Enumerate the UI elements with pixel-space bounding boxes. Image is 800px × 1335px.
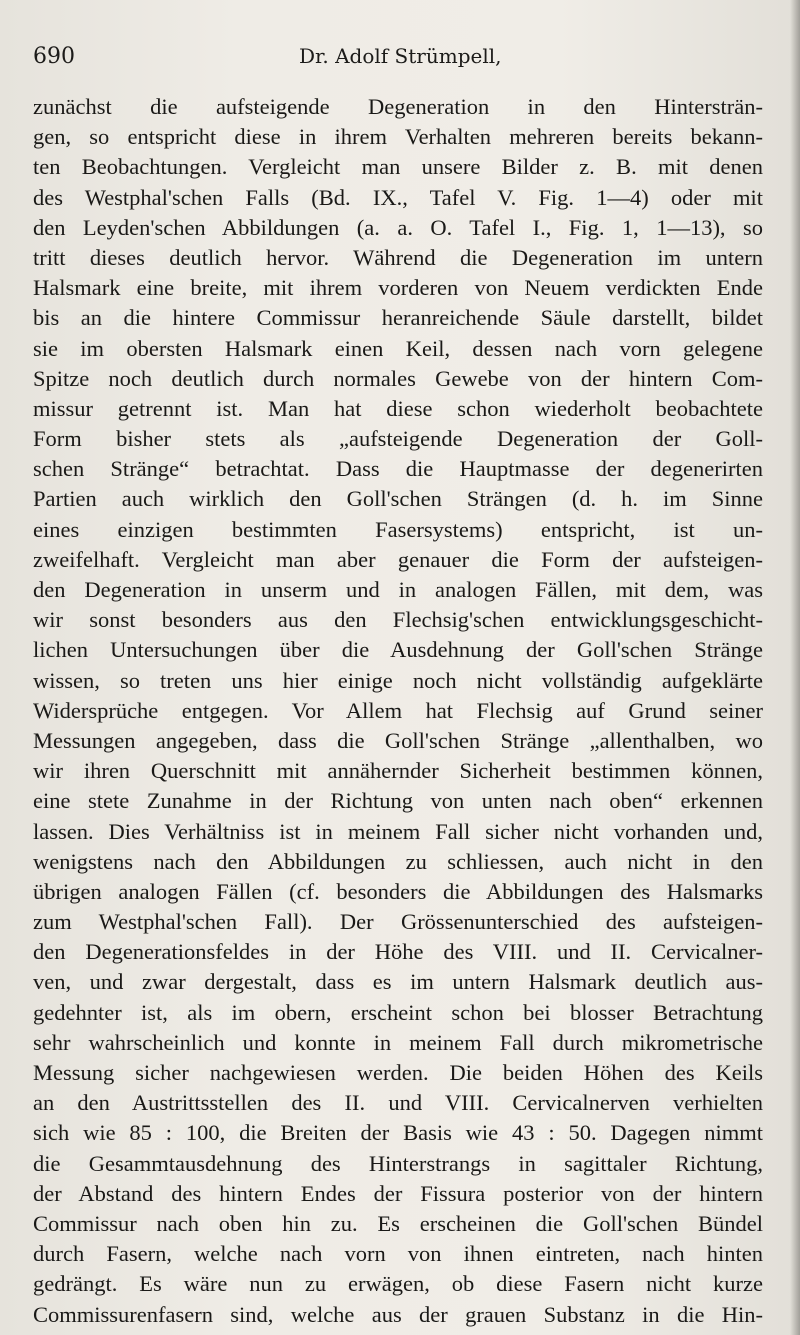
page-number: 690 [33,44,75,69]
text-line: schen Stränge“ betrachtat. Dass die Hauptmasse der degenerirten [33,456,763,482]
text-line: tritt dieses deutlich hervor. Während die Degeneration im untern [33,244,763,270]
text-line: Form bisher stets als „aufsteigende Degeneration der Goll- [33,426,763,452]
text-line: wissen, so treten uns hier einige noch nicht vollständig aufgeklärte [33,667,763,693]
text-line: gen, so entspricht diese in ihrem Verhalten mehreren bereits bekann- [33,124,763,150]
text-line: der Abstand des hintern Endes der Fissura posterior von der hintern [33,1180,763,1206]
text-line: zunächst die aufsteigende Degeneration in den Hintersträn- [33,94,763,119]
text-line: Commissur nach oben hin zu. Es erscheinen die Goll'schen Bündel [33,1210,763,1236]
text-line: die Gesammtausdehnung des Hinterstrangs in sagittaler Richtung, [33,1150,763,1176]
text-line: Messungen angegeben, dass die Goll'schen Stränge „allenthalben, wo [33,727,763,753]
text-line: wir sonst besonders aus den Flechsig'schen entwicklungsgeschicht- [33,607,763,633]
body-text [33,92,763,1330]
text-line: missur getrennt ist. Man hat diese schon wiederholt beobachtete [33,395,763,421]
text-line: ten Beobachtungen. Vergleicht man unsere Bilder z. B. mit denen [33,154,763,180]
text-line: den Degeneration in unserm und in analogen Fällen, mit dem, was [33,577,763,602]
text-line: ven, und zwar dergestalt, dass es im untern Halsmark deutlich aus- [33,969,763,995]
text-line: durch Fasern, welche nach vorn von ihnen eintreten, nach hinten [33,1241,763,1267]
text-line: lassen. Dies Verhältniss ist in meinem Fall sicher nicht vorhanden und, [33,818,763,844]
text-line: wenigstens nach den Abbildungen zu schliessen, auch nicht in den [33,848,763,874]
text-line: den Degenerationsfeldes in der Höhe des VIII. und II. Cervicalner- [33,939,763,965]
text-line: zum Westphal'schen Fall). Der Grössenunterschied des aufsteigen- [33,909,763,935]
text-line: an den Austrittsstellen des II. und VIII. Cervicalnerven verhielten [33,1090,763,1116]
text-line: Partien auch wirklich den Goll'schen Strängen (d. h. im Sinne [33,486,763,512]
text-line: sie im obersten Halsmark einen Keil, dessen nach vorn gelegene [33,335,763,361]
text-line: sehr wahrscheinlich und konnte in meinem Fall durch mikrometrische [33,1029,763,1055]
text-line: bis an die hintere Commissur heranreichende Säule darstellt, bildet [33,305,763,331]
text-line: Halsmark eine breite, mit ihrem vorderen von Neuem verdickten Ende [33,275,763,301]
text-line: des Westphal'schen Falls (Bd. IX., Tafel V. Fig. 1—4) oder mit [33,184,763,210]
text-line: eines einzigen bestimmten Fasersystems) entspricht, ist un- [33,516,763,542]
page-header [33,44,763,78]
text-line: Spitze noch deutlich durch normales Gewebe von der hintern Com- [33,365,763,391]
text-line: wir ihren Querschnitt mit annähernder Sicherheit bestimmen können, [33,758,763,784]
running-head: Dr. Adolf Strümpell, [299,44,502,68]
text-line: Messung sicher nachgewiesen werden. Die beiden Höhen des Keils [33,1060,763,1085]
text-line: eine stete Zunahme in der Richtung von unten nach oben“ erkennen [33,788,763,814]
page-edge-shadow [790,0,800,1335]
text-line: lichen Untersuchungen über die Ausdehnung der Goll'schen Stränge [33,637,763,663]
text-line: gedrängt. Es wäre nun zu erwägen, ob diese Fasern nicht kurze [33,1271,763,1297]
text-line: sich wie 85 : 100, die Breiten der Basis wie 43 : 50. Dagegen nimmt [33,1120,763,1146]
text-line: übrigen analogen Fällen (cf. besonders die Abbildungen des Halsmarks [33,878,763,904]
text-line: Widersprüche entgegen. Vor Allem hat Flechsig auf Grund seiner [33,697,763,723]
text-line: zweifelhaft. Vergleicht man aber genauer die Form der aufsteigen- [33,546,763,572]
text-line: gedehnter ist, als im obern, erscheint schon bei blosser Betrachtung [33,999,763,1025]
text-line: den Leyden'schen Abbildungen (a. a. O. Tafel I., Fig. 1, 1—13), so [33,214,763,240]
text-line: Commissurenfasern sind, welche aus der grauen Substanz in die Hin- [33,1301,763,1327]
